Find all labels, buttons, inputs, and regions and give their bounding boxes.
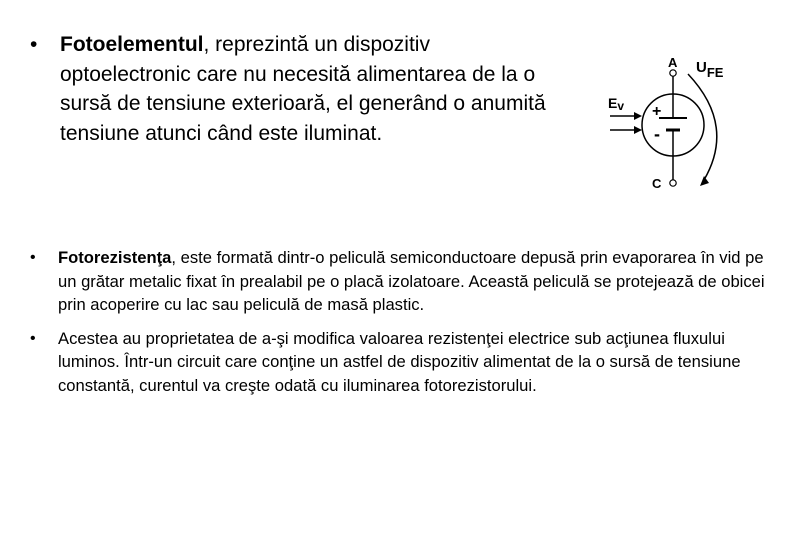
voltage-arrowhead bbox=[700, 176, 709, 186]
irradiance-label: Ev bbox=[608, 95, 625, 113]
photoresistor-section bbox=[30, 246, 770, 408]
properties-text: Acestea au proprietatea de a-şi modifica valoarea rezistenţei electrice sub acţiunea fluxului luminos. Într-un circuit care conţine un astfel de dispozitiv alimentat de la o sursă de tensiune constantă, curentul va creşte odată cu iluminarea fotorezistorului. bbox=[58, 328, 741, 395]
term-fotoelementul: Fotoelementul bbox=[60, 33, 204, 56]
voltage-arc bbox=[688, 74, 717, 180]
anode-terminal bbox=[670, 70, 676, 76]
bullet-marker: • bbox=[30, 33, 38, 56]
cathode-terminal bbox=[670, 180, 676, 186]
definition-fotorezistenta: , este formată dintr-o peliculă semiconductoare depusă prin evaporarea în vid pe un grătar metalic fixat în prealabil pe o placă izolatoare. Această peliculă se protejează de obicei prin acoperire cu lac sau peliculă de masă plastic. bbox=[58, 248, 765, 315]
photocell-diagram bbox=[600, 50, 750, 200]
minus-sign: - bbox=[654, 124, 660, 144]
cathode-label: C bbox=[652, 176, 662, 191]
light-arrowhead-lower bbox=[634, 126, 642, 134]
bullet-item-fotoelementul bbox=[30, 30, 550, 148]
plus-sign: + bbox=[652, 103, 662, 120]
bullet-item-proprietati bbox=[30, 327, 770, 398]
voltage-label: UFE bbox=[696, 59, 724, 80]
term-fotorezistenta: Fotorezistenţa bbox=[58, 248, 172, 267]
light-arrowhead-upper bbox=[634, 112, 642, 120]
anode-label: A bbox=[668, 55, 678, 70]
photocell-section bbox=[30, 30, 550, 148]
definition-fotoelementul: , reprezintă un dispozitiv optoelectronic care nu necesită alimentarea de la o sursă de tensiune exterioară, el generând o anumită tensiune atunci când este iluminat. bbox=[60, 33, 546, 145]
bullet-item-fotorezistenta bbox=[30, 246, 770, 317]
bullet-marker: • bbox=[30, 249, 36, 266]
bullet-marker: • bbox=[30, 329, 36, 347]
